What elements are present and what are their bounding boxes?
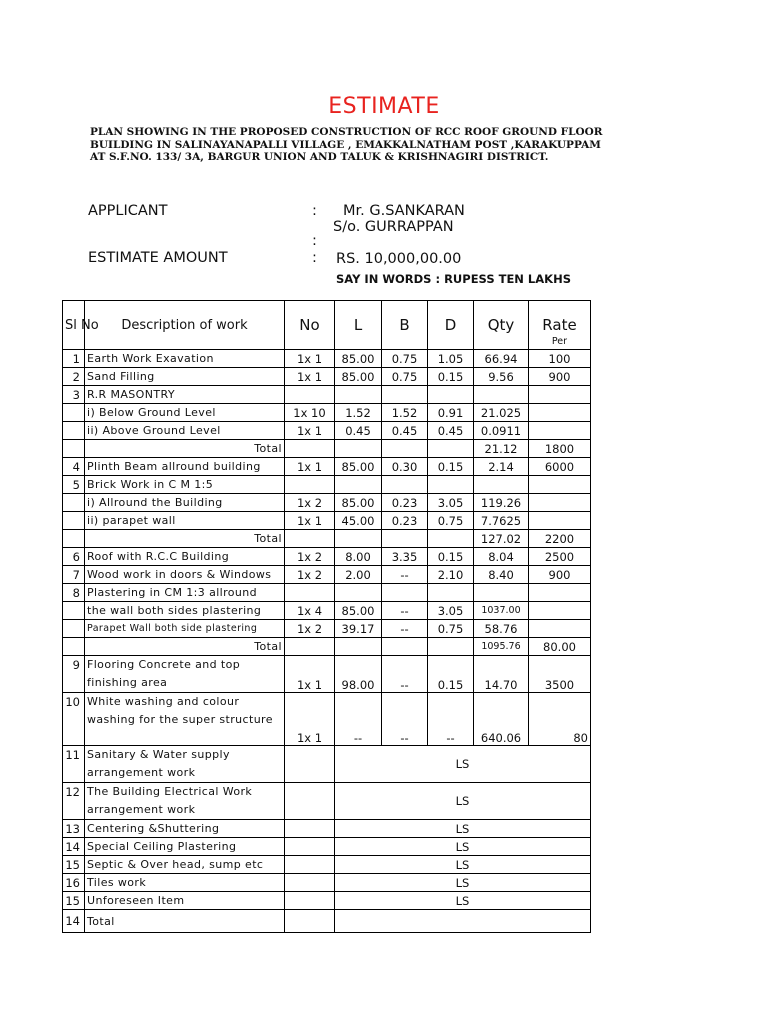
cell-d: 0.15 xyxy=(428,458,474,476)
estimate-amount-colon: : xyxy=(312,250,317,266)
blank-colon: : xyxy=(312,233,317,249)
cell-sl-no: 15 xyxy=(63,892,85,910)
cell-l: -- xyxy=(335,693,382,746)
cell-sl-no: 5 xyxy=(63,476,85,494)
cell-no: 1x 2 xyxy=(285,566,335,584)
cell-b xyxy=(382,386,428,404)
cell-d: 0.75 xyxy=(428,620,474,638)
cell-l: 98.00 xyxy=(335,656,382,693)
cell-rate xyxy=(529,476,591,494)
header-rate xyxy=(529,301,591,350)
plan-line-2: BUILDING IN SALINAYANAPALLI VILLAGE , EMAKKALNATHAM POST ,KARAKUPPAM xyxy=(90,138,601,151)
cell-d: 1.05 xyxy=(428,350,474,368)
table-row xyxy=(63,350,591,368)
cell-description: Total xyxy=(85,530,285,548)
cell-qty: 640.06 xyxy=(474,693,529,746)
estimate-amount-value: RS. 10,000,00.00 xyxy=(336,251,462,267)
cell-description: Septic & Over head, sump etc xyxy=(85,856,285,874)
cell-no: 1x 2 xyxy=(285,548,335,566)
cell-qty: 0.0911 xyxy=(474,422,529,440)
cell-l xyxy=(335,386,382,404)
cell-no xyxy=(285,783,335,820)
cell-description: Total xyxy=(85,638,285,656)
cell-qty: 8.40 xyxy=(474,566,529,584)
cell-no: 1x 1 xyxy=(285,512,335,530)
cell-b: 1.52 xyxy=(382,404,428,422)
cell-b xyxy=(382,638,428,656)
cell-rate: 1800 xyxy=(529,440,591,458)
cell-qty xyxy=(474,476,529,494)
cell-l: 85.00 xyxy=(335,602,382,620)
cell-qty xyxy=(474,584,529,602)
cell-description: The Building Electrical Work arrangement work xyxy=(85,783,285,820)
cell-l: 0.45 xyxy=(335,422,382,440)
cell-rate: 6000 xyxy=(529,458,591,476)
cell-description: Centering &Shuttering xyxy=(85,820,285,838)
cell-qty: 14.70 xyxy=(474,656,529,693)
cell-sl-no: 14 xyxy=(63,910,85,933)
cell-no xyxy=(285,440,335,458)
header-d: D xyxy=(428,301,474,350)
cell-rate: 2500 xyxy=(529,548,591,566)
cell-rate xyxy=(529,602,591,620)
header-no: No xyxy=(285,301,335,350)
cell-d: 0.15 xyxy=(428,656,474,693)
cell-b: 0.30 xyxy=(382,458,428,476)
table-row xyxy=(63,602,591,620)
cell-lump-sum: LS xyxy=(335,838,591,856)
cell-description: Sand Filling xyxy=(85,368,285,386)
applicant-parent: S/o. GURRAPPAN xyxy=(333,219,454,235)
cell-sl-no: 14 xyxy=(63,838,85,856)
amount-in-words: SAY IN WORDS : RUPESS TEN LAKHS xyxy=(336,272,571,286)
cell-qty: 21.12 xyxy=(474,440,529,458)
cell-description: R.R MASONTRY xyxy=(85,386,285,404)
table-row xyxy=(63,910,591,933)
cell-l: 8.00 xyxy=(335,548,382,566)
cell-description: Sanitary & Water supply arrangement work xyxy=(85,746,285,783)
cell-sl-no xyxy=(63,620,85,638)
plan-line-1: PLAN SHOWING IN THE PROPOSED CONSTRUCTION OF RCC ROOF GROUND FLOOR xyxy=(90,126,603,138)
cell-qty: 1037.00 xyxy=(474,602,529,620)
table-row xyxy=(63,783,591,820)
cell-no xyxy=(285,910,335,933)
document-title: ESTIMATE xyxy=(328,94,440,119)
cell-description: Plinth Beam allround building xyxy=(85,458,285,476)
table-row xyxy=(63,746,591,783)
table-row xyxy=(63,404,591,422)
cell-rate xyxy=(529,494,591,512)
cell-no xyxy=(285,386,335,404)
cell-description: i) Below Ground Level xyxy=(85,404,285,422)
cell-lump-sum: LS xyxy=(335,874,591,892)
table-row xyxy=(63,566,591,584)
cell-d: 2.10 xyxy=(428,566,474,584)
cell-lump-sum xyxy=(335,910,591,933)
table-row xyxy=(63,422,591,440)
cell-description: Parapet Wall both side plastering xyxy=(85,620,285,638)
cell-lump-sum: LS xyxy=(335,783,591,820)
table-header-row xyxy=(63,301,591,350)
cell-sl-no: 16 xyxy=(63,874,85,892)
cell-description: Flooring Concrete and top finishing area xyxy=(85,656,285,693)
table-row xyxy=(63,548,591,566)
cell-l xyxy=(335,476,382,494)
cell-qty: 2.14 xyxy=(474,458,529,476)
cell-d: 0.75 xyxy=(428,512,474,530)
cell-no: 1x 4 xyxy=(285,602,335,620)
cell-sl-no: 12 xyxy=(63,783,85,820)
cell-no: 1x 2 xyxy=(285,620,335,638)
cell-b: 0.75 xyxy=(382,350,428,368)
cell-l xyxy=(335,638,382,656)
cell-l: 39.17 xyxy=(335,620,382,638)
cell-d: 3.05 xyxy=(428,602,474,620)
table-row xyxy=(63,494,591,512)
header-l: L xyxy=(335,301,382,350)
cell-qty: 8.04 xyxy=(474,548,529,566)
cell-lump-sum: LS xyxy=(335,856,591,874)
cell-b xyxy=(382,476,428,494)
cell-no: 1x 1 xyxy=(285,693,335,746)
cell-no xyxy=(285,838,335,856)
cell-d: 0.91 xyxy=(428,404,474,422)
table-row xyxy=(63,874,591,892)
cell-sl-no xyxy=(63,422,85,440)
cell-description: Special Ceiling Plastering xyxy=(85,838,285,856)
cell-sl-no: 4 xyxy=(63,458,85,476)
cell-sl-no: 3 xyxy=(63,386,85,404)
applicant-colon: : xyxy=(312,203,317,219)
cell-qty: 7.7625 xyxy=(474,512,529,530)
cell-no xyxy=(285,892,335,910)
cell-description: ii) Above Ground Level xyxy=(85,422,285,440)
table-row xyxy=(63,892,591,910)
cell-lump-sum: LS xyxy=(335,892,591,910)
cell-rate xyxy=(529,422,591,440)
cell-sl-no: 8 xyxy=(63,584,85,602)
cell-description: Brick Work in C M 1:5 xyxy=(85,476,285,494)
cell-b: -- xyxy=(382,566,428,584)
applicant-name: Mr. G.SANKARAN xyxy=(343,203,465,219)
cell-sl-no xyxy=(63,494,85,512)
cell-d: 0.15 xyxy=(428,368,474,386)
cell-no: 1x 1 xyxy=(285,422,335,440)
cell-sl-no: 10 xyxy=(63,693,85,746)
cell-qty: 1095.76 xyxy=(474,638,529,656)
cell-no: 1x 1 xyxy=(285,350,335,368)
cell-sl-no: 13 xyxy=(63,820,85,838)
cell-b: 0.23 xyxy=(382,494,428,512)
cell-rate xyxy=(529,512,591,530)
cell-rate: 80 xyxy=(529,693,591,746)
cell-sl-no: 9 xyxy=(63,656,85,693)
cell-b: -- xyxy=(382,620,428,638)
estimate-table xyxy=(62,300,591,933)
cell-l: 85.00 xyxy=(335,350,382,368)
cell-description: White washing and colour washing for the super structure xyxy=(85,693,285,746)
cell-l xyxy=(335,530,382,548)
cell-qty: 21.025 xyxy=(474,404,529,422)
table-row xyxy=(63,620,591,638)
cell-d xyxy=(428,638,474,656)
cell-l xyxy=(335,584,382,602)
cell-no: 1x 2 xyxy=(285,494,335,512)
cell-b: -- xyxy=(382,693,428,746)
cell-l: 2.00 xyxy=(335,566,382,584)
cell-no xyxy=(285,874,335,892)
cell-lump-sum: LS xyxy=(335,820,591,838)
cell-description: Unforeseen Item xyxy=(85,892,285,910)
table-row xyxy=(63,440,591,458)
cell-b xyxy=(382,440,428,458)
cell-lump-sum: LS xyxy=(335,746,591,783)
cell-rate: 3500 xyxy=(529,656,591,693)
cell-sl-no xyxy=(63,530,85,548)
cell-l: 85.00 xyxy=(335,458,382,476)
cell-d: 0.15 xyxy=(428,548,474,566)
cell-l xyxy=(335,440,382,458)
table-row xyxy=(63,368,591,386)
cell-d: -- xyxy=(428,693,474,746)
table-row xyxy=(63,656,591,693)
table-row xyxy=(63,458,591,476)
cell-no xyxy=(285,820,335,838)
cell-description: i) Allround the Building xyxy=(85,494,285,512)
estimate-amount-label: ESTIMATE AMOUNT xyxy=(88,250,228,266)
cell-d xyxy=(428,530,474,548)
cell-d xyxy=(428,584,474,602)
header-qty: Qty xyxy=(474,301,529,350)
cell-no: 1x 1 xyxy=(285,368,335,386)
cell-rate: 900 xyxy=(529,566,591,584)
cell-rate xyxy=(529,404,591,422)
cell-b: 3.35 xyxy=(382,548,428,566)
cell-sl-no xyxy=(63,638,85,656)
cell-sl-no xyxy=(63,404,85,422)
header-b: B xyxy=(382,301,428,350)
table-row xyxy=(63,838,591,856)
header-sl-no: Sl No xyxy=(63,301,85,350)
cell-l: 45.00 xyxy=(335,512,382,530)
cell-d xyxy=(428,386,474,404)
header-rate-label: Rate xyxy=(542,316,577,334)
table-row xyxy=(63,693,591,746)
cell-description: Earth Work Exavation xyxy=(85,350,285,368)
plan-description xyxy=(90,126,603,164)
cell-b: -- xyxy=(382,602,428,620)
cell-rate: 900 xyxy=(529,368,591,386)
cell-qty: 119.26 xyxy=(474,494,529,512)
cell-qty xyxy=(474,386,529,404)
cell-no xyxy=(285,856,335,874)
table-row xyxy=(63,512,591,530)
cell-sl-no: 1 xyxy=(63,350,85,368)
header-description: Description of work xyxy=(85,301,285,350)
table-row xyxy=(63,856,591,874)
cell-no xyxy=(285,584,335,602)
table-row xyxy=(63,476,591,494)
cell-rate: 80.00 xyxy=(529,638,591,656)
cell-rate xyxy=(529,386,591,404)
cell-rate: 2200 xyxy=(529,530,591,548)
cell-d: 0.45 xyxy=(428,422,474,440)
cell-l: 85.00 xyxy=(335,494,382,512)
cell-l: 1.52 xyxy=(335,404,382,422)
cell-d: 3.05 xyxy=(428,494,474,512)
cell-description: Total xyxy=(85,910,285,933)
cell-b: 0.75 xyxy=(382,368,428,386)
cell-description: the wall both sides plastering xyxy=(85,602,285,620)
cell-d xyxy=(428,440,474,458)
cell-rate xyxy=(529,620,591,638)
cell-no xyxy=(285,476,335,494)
cell-rate xyxy=(529,584,591,602)
cell-no: 1x 1 xyxy=(285,458,335,476)
cell-sl-no: 6 xyxy=(63,548,85,566)
cell-description: Roof with R.C.C Building xyxy=(85,548,285,566)
table-row xyxy=(63,820,591,838)
cell-b xyxy=(382,530,428,548)
cell-description: ii) parapet wall xyxy=(85,512,285,530)
plan-line-3: AT S.F.NO. 133/ 3A, BARGUR UNION AND TALUK & KRISHNAGIRI DISTRICT. xyxy=(90,151,549,163)
cell-sl-no xyxy=(63,512,85,530)
cell-sl-no: 11 xyxy=(63,746,85,783)
cell-d xyxy=(428,476,474,494)
header-rate-per: Per xyxy=(551,336,568,347)
cell-no: 1x 10 xyxy=(285,404,335,422)
cell-l: 85.00 xyxy=(335,368,382,386)
table-row xyxy=(63,530,591,548)
table-row xyxy=(63,584,591,602)
table-row xyxy=(63,638,591,656)
cell-b: -- xyxy=(382,656,428,693)
cell-no xyxy=(285,746,335,783)
cell-description: Wood work in doors & Windows xyxy=(85,566,285,584)
cell-qty: 9.56 xyxy=(474,368,529,386)
cell-no xyxy=(285,530,335,548)
cell-description: Tiles work xyxy=(85,874,285,892)
cell-description: Plastering in CM 1:3 allround xyxy=(85,584,285,602)
table-row xyxy=(63,386,591,404)
cell-qty: 66.94 xyxy=(474,350,529,368)
cell-no: 1x 1 xyxy=(285,656,335,693)
cell-b xyxy=(382,584,428,602)
cell-sl-no: 7 xyxy=(63,566,85,584)
cell-description: Total xyxy=(85,440,285,458)
cell-b: 0.23 xyxy=(382,512,428,530)
cell-qty: 127.02 xyxy=(474,530,529,548)
cell-sl-no xyxy=(63,602,85,620)
cell-no xyxy=(285,638,335,656)
applicant-label: APPLICANT xyxy=(88,203,168,219)
cell-b: 0.45 xyxy=(382,422,428,440)
cell-sl-no xyxy=(63,440,85,458)
cell-qty: 58.76 xyxy=(474,620,529,638)
cell-sl-no: 15 xyxy=(63,856,85,874)
cell-rate: 100 xyxy=(529,350,591,368)
cell-sl-no: 2 xyxy=(63,368,85,386)
